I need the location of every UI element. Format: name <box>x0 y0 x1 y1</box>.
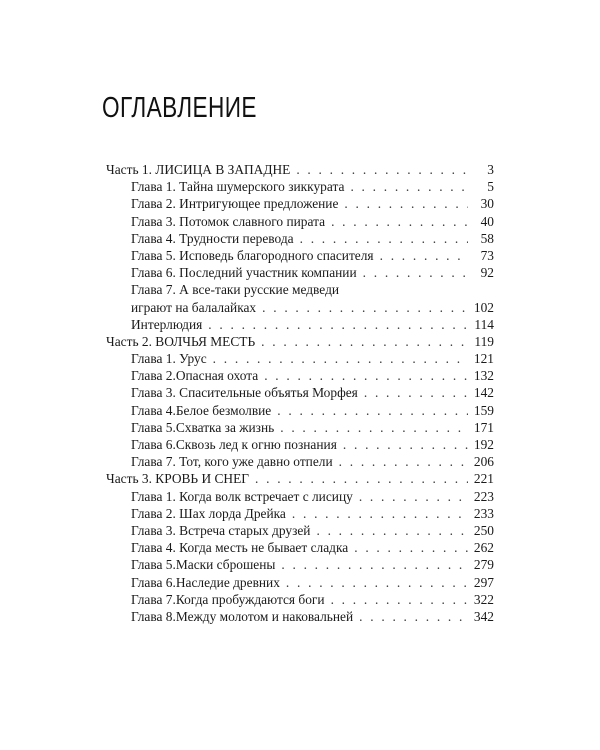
toc-chapter-entry[interactable] <box>106 367 494 384</box>
dot-leader <box>331 591 468 608</box>
toc-chapter-entry[interactable] <box>106 384 494 401</box>
toc-page-number: 250 <box>473 522 494 538</box>
toc-entry-label: Глава 3. Встреча старых друзей <box>131 522 311 538</box>
toc-page-number: 121 <box>473 351 494 367</box>
dot-leader <box>208 316 468 333</box>
page-title: ОГЛАВЛЕНИЕ <box>102 92 257 124</box>
toc-page-number: 223 <box>473 488 494 504</box>
toc-chapter-entry[interactable] <box>106 247 494 264</box>
toc-chapter-entry[interactable] <box>106 505 494 522</box>
dot-leader <box>292 505 468 522</box>
toc-entry-label: Глава 6.Сквозь лед к огню познания <box>131 437 337 452</box>
dot-leader <box>286 574 468 591</box>
toc-page-number: 142 <box>473 385 494 401</box>
toc-page-number: 297 <box>473 574 494 590</box>
toc-page-number: 322 <box>473 591 494 607</box>
toc-chapter-entry[interactable] <box>106 195 494 212</box>
toc-chapter-entry[interactable] <box>106 488 494 505</box>
dot-leader <box>277 402 468 419</box>
dot-leader <box>359 488 468 505</box>
dot-leader <box>354 539 468 556</box>
toc-chapter-entry[interactable] <box>106 591 494 608</box>
toc-part-entry[interactable] <box>106 333 494 350</box>
dot-leader <box>363 264 468 281</box>
toc-entry-label: Глава 4.Белое безмолвие <box>131 402 272 418</box>
toc-page-number: 3 <box>487 162 494 177</box>
toc-entry-label: Глава 8.Между молотом и наковальней <box>131 608 354 624</box>
toc-page-number: 92 <box>480 265 494 281</box>
dot-leader <box>344 195 468 212</box>
toc-chapter-entry[interactable] <box>106 350 494 367</box>
toc-chapter-entry[interactable] <box>106 299 494 316</box>
toc-page-number: 342 <box>473 608 494 624</box>
toc-page-number: 40 <box>480 213 494 229</box>
toc-page-number: 5 <box>487 179 494 195</box>
toc-page-number: 206 <box>473 454 494 470</box>
toc-chapter-entry[interactable] <box>106 539 494 556</box>
dot-leader <box>281 556 468 573</box>
toc-entry-label: Глава 6.Наследие древних <box>131 574 280 590</box>
toc-page-number: 171 <box>473 419 494 435</box>
dot-leader <box>343 436 468 453</box>
toc-entry-label: Глава 6. Последний участник компании <box>131 265 357 281</box>
toc-chapter-entry[interactable] <box>106 402 494 419</box>
dot-leader <box>255 470 468 487</box>
toc-entry-label: Часть 1. ЛИСИЦА В ЗАПАДНЕ <box>106 162 291 177</box>
toc-entry-label: Глава 7. А все-таки русские медведи <box>131 282 340 298</box>
toc-page-number: 233 <box>473 505 494 521</box>
dot-leader <box>261 333 468 350</box>
dot-leader <box>280 419 468 436</box>
toc-entry-label: Глава 5. Исповедь благородного спасителя <box>131 247 374 263</box>
toc-entry-label: Глава 4. Трудности перевода <box>131 230 294 246</box>
toc-part-entry[interactable] <box>106 470 494 487</box>
toc-entry-label: Глава 7. Тот, кого уже давно отпели <box>131 454 333 470</box>
toc-page-number: 159 <box>473 402 494 418</box>
toc-page-number: 192 <box>473 437 494 452</box>
toc-chapter-entry[interactable] <box>106 608 494 625</box>
toc-entry-label: Интерлюдия <box>131 316 203 332</box>
toc-page-number: 102 <box>473 299 494 315</box>
dot-leader <box>364 384 468 401</box>
toc-page-number: 262 <box>473 540 494 556</box>
toc-page-number: 132 <box>473 368 494 384</box>
toc-chapter-entry[interactable] <box>106 316 494 333</box>
toc-chapter-entry[interactable] <box>106 230 494 247</box>
toc-chapter-entry[interactable] <box>106 178 494 195</box>
toc-part-entry[interactable] <box>106 161 494 178</box>
toc-entry-label: Глава 1. Когда волк встречает с лисицу <box>131 488 353 504</box>
toc-entry-label: Глава 7.Когда пробуждаются боги <box>131 591 325 607</box>
toc-entry-label: Глава 3. Потомок славного пирата <box>131 213 326 229</box>
toc-chapter-entry[interactable] <box>106 264 494 281</box>
toc-chapter-entry[interactable] <box>106 574 494 591</box>
dot-leader <box>296 161 468 178</box>
toc-entry-label: Глава 5.Маски сброшены <box>131 557 276 573</box>
toc-chapter-entry[interactable] <box>106 281 494 298</box>
toc-chapter-entry[interactable] <box>106 453 494 470</box>
toc-chapter-entry[interactable] <box>106 522 494 539</box>
dot-leader <box>331 213 468 230</box>
dot-leader <box>359 608 468 625</box>
toc-page-number: 58 <box>480 230 494 246</box>
toc-entry-label: Часть 3. КРОВЬ И СНЕГ <box>106 471 250 487</box>
toc-entry-label: Глава 1. Тайна шумерского зиккурата <box>131 179 345 195</box>
dot-leader <box>262 299 468 316</box>
toc-entry-label: Глава 2. Интригующее предложение <box>131 196 339 212</box>
toc-chapter-entry[interactable] <box>106 556 494 573</box>
dot-leader <box>213 350 468 367</box>
table-of-contents <box>106 161 494 625</box>
toc-page-number: 221 <box>473 471 494 487</box>
toc-entry-label: Глава 3. Спасительные объятья Морфея <box>131 385 358 401</box>
toc-page-number: 114 <box>474 316 494 332</box>
dot-leader <box>316 522 467 539</box>
dot-leader <box>339 453 468 470</box>
toc-page-number: 30 <box>480 196 494 212</box>
toc-page-number: 119 <box>474 333 494 349</box>
toc-entry-label: Глава 2.Опасная охота <box>131 368 259 384</box>
toc-entry-label: Глава 1. Урус <box>131 351 207 367</box>
dot-leader <box>300 230 468 247</box>
dot-leader <box>380 247 468 264</box>
toc-page-number: 73 <box>480 247 494 263</box>
toc-chapter-entry[interactable] <box>106 436 494 453</box>
dot-leader <box>350 178 468 195</box>
toc-entry-label: Глава 2. Шах лорда Дрейка <box>131 505 286 521</box>
toc-chapter-entry[interactable] <box>106 213 494 230</box>
toc-entry-label: Часть 2. ВОЛЧЬЯ МЕСТЬ <box>106 333 256 349</box>
toc-entry-label: играют на балалайках <box>131 299 257 315</box>
toc-entry-label: Глава 4. Когда месть не бывает сладка <box>131 540 349 556</box>
toc-chapter-entry[interactable] <box>106 419 494 436</box>
dot-leader <box>264 367 468 384</box>
toc-entry-label: Глава 5.Схватка за жизнь <box>131 419 275 435</box>
toc-page-number: 279 <box>473 557 494 573</box>
